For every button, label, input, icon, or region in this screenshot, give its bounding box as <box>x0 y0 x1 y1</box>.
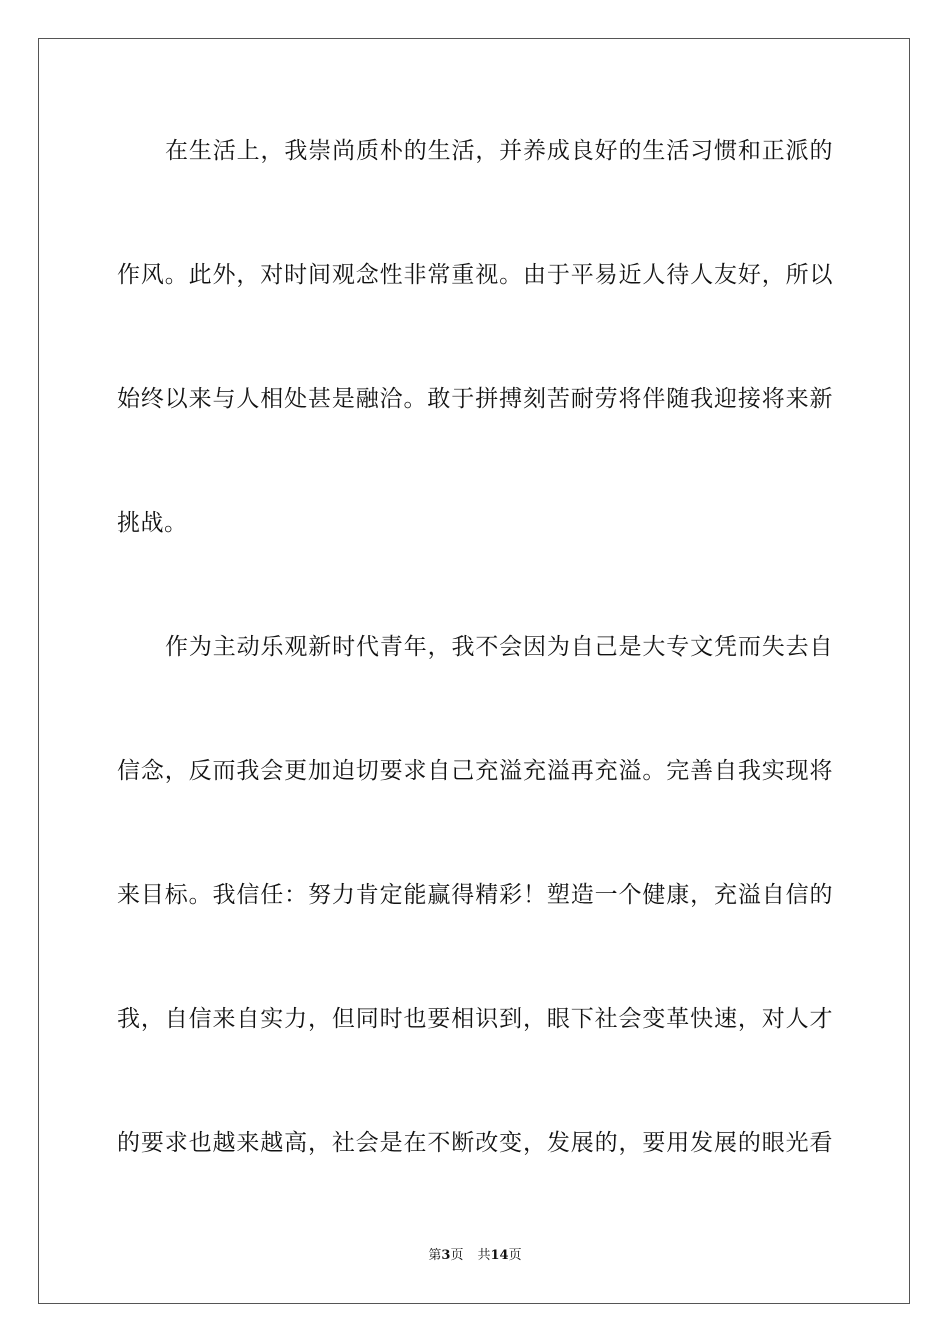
total-pages: 14 <box>490 1248 509 1263</box>
paragraph-1-line-2: 作风。此外，对时间观念性非常重视。由于平易近人待人友好，所以 <box>117 262 833 288</box>
paragraph-2-line-3: 来目标。我信任：努力肯定能赢得精彩！塑造一个健康，充溢自信的 <box>117 882 833 908</box>
page-footer <box>0 1247 950 1265</box>
total-suffix: 页 <box>508 1248 522 1263</box>
page-border <box>38 38 910 1304</box>
page-suffix: 页 <box>450 1248 464 1263</box>
paragraph-1-line-4: 挑战。 <box>117 510 188 536</box>
paragraph-2-line-1: 作为主动乐观新时代青年，我不会因为自己是大专文凭而失去自 <box>165 634 833 660</box>
paragraph-2-line-4: 我，自信来自实力，但同时也要相识到，眼下社会变革快速，对人才 <box>117 1006 833 1032</box>
page-number: 3 <box>441 1248 451 1263</box>
paragraph-2-line-5: 的要求也越来越高，社会是在不断改变，发展的，要用发展的眼光看 <box>117 1130 833 1156</box>
page-prefix: 第 <box>428 1248 442 1263</box>
total-prefix: 共 <box>477 1248 491 1263</box>
paragraph-1-line-1: 在生活上，我崇尚质朴的生活，并养成良好的生活习惯和正派的 <box>165 138 833 164</box>
paragraph-1-line-3: 始终以来与人相处甚是融洽。敢于拼搏刻苦耐劳将伴随我迎接将来新 <box>117 386 833 412</box>
paragraph-2-line-2: 信念，反而我会更加迫切要求自己充溢充溢再充溢。完善自我实现将 <box>117 758 833 784</box>
